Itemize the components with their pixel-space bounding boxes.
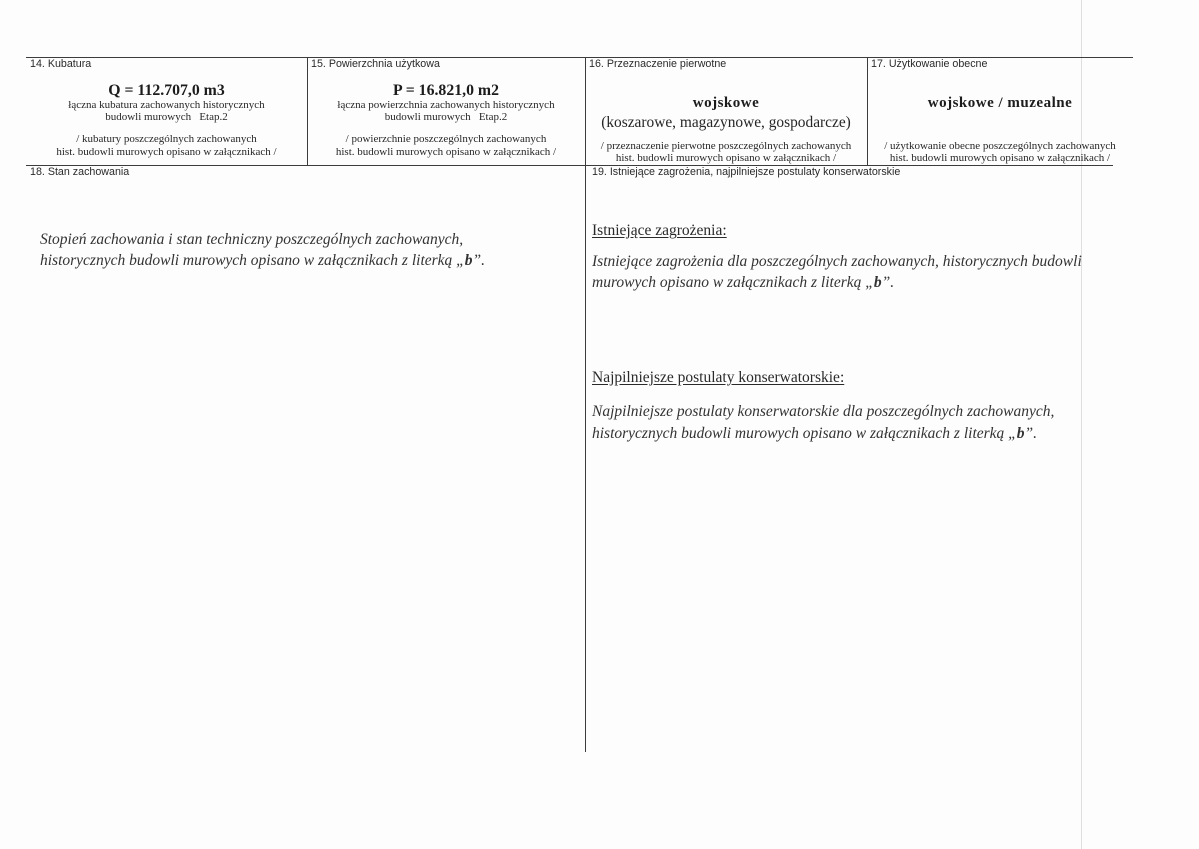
text-segment: murowych opisano w załącznikach z literką „ <box>592 274 874 291</box>
threats-description <box>592 251 1082 293</box>
condition-line <box>40 250 485 271</box>
field-note <box>585 140 867 164</box>
text-segment: ”. <box>1024 425 1038 442</box>
field-description-line: budowli murowych Etap.2 <box>384 111 508 123</box>
field-kubatura <box>26 57 307 165</box>
field-description-line: łączna powierzchnia zachowanych historycznych <box>337 99 555 111</box>
field-note-line: / użytkowanie obecne poszczególnych zachowanych <box>884 140 1116 152</box>
postulates-heading: Najpilniejsze postulaty konserwatorskie: <box>592 369 845 386</box>
threats-line <box>592 272 1082 293</box>
field-value <box>867 94 1133 113</box>
field-value-line: wojskowe <box>692 95 760 111</box>
field-description-line: łączna kubatura zachowanych historycznych <box>68 99 265 111</box>
field-description <box>307 99 585 123</box>
appendix-letter: b <box>1016 425 1025 442</box>
condition-description <box>40 229 485 271</box>
field-description-line: budowli murowych Etap.2 <box>105 111 228 123</box>
threats-line: Istniejące zagrożenia dla poszczególnych zachowanych, historycznych budowli <box>592 253 1082 270</box>
field-label: 14. Kubatura <box>30 58 92 70</box>
threats-heading: Istniejące zagrożenia: <box>592 222 727 239</box>
text-segment: ”. <box>881 274 895 291</box>
field-note-line: / przeznaczenie pierwotne poszczególnych zachowanych <box>600 140 852 152</box>
field-value: P = 16.821,0 m2 <box>393 82 499 99</box>
field-note-line: / powierzchnie poszczególnych zachowanych <box>345 133 547 145</box>
section-label-threats: 19. Istniejące zagrożenia, najpilniejsze postulaty konserwatorskie <box>592 166 901 178</box>
field-label: 16. Przeznaczenie pierwotne <box>589 58 727 70</box>
field-note-line: hist. budowli murowych opisano w załącznikach / <box>335 145 557 158</box>
appendix-letter: b <box>464 252 473 269</box>
field-note <box>307 133 585 158</box>
appendix-letter: b <box>873 274 882 291</box>
field-value: Q = 112.707,0 m3 <box>108 82 225 99</box>
field-value-line: (koszarowe, magazynowe, gospodarcze) <box>601 114 851 131</box>
field-note <box>867 140 1133 164</box>
text-segment: historycznych budowli murowych opisano w załącznikach z literką „ <box>592 425 1017 442</box>
condition-line: Stopień zachowania i stan techniczny poszczególnych zachowanych, <box>40 231 464 248</box>
postulates-line <box>592 423 1054 445</box>
section-label-condition: 18. Stan zachowania <box>30 166 130 178</box>
field-value-line: wojskowe / muzealne <box>927 95 1073 111</box>
field-label: 17. Użytkowanie obecne <box>871 58 988 70</box>
field-usable-area <box>307 57 585 165</box>
field-note-line: / kubatury poszczególnych zachowanych <box>76 133 257 145</box>
postulates-line: Najpilniejsze postulaty konserwatorskie dla poszczególnych zachowanych, <box>592 403 1055 420</box>
field-description <box>26 99 307 123</box>
field-label: 15. Powierzchnia użytkowa <box>311 58 440 70</box>
field-value <box>585 94 867 132</box>
table-row-divider <box>26 165 1113 166</box>
postulates-description <box>592 401 1054 445</box>
field-note-line: hist. budowli murowych opisano w załącznikach / <box>889 152 1111 164</box>
field-note-line: hist. budowli murowych opisano w załącznikach / <box>56 145 277 158</box>
field-original-purpose <box>585 57 867 165</box>
field-note-line: hist. budowli murowych opisano w załącznikach / <box>615 152 837 164</box>
field-note <box>26 133 307 158</box>
text-segment: historycznych budowli murowych opisano w załącznikach z literką „ <box>40 252 465 269</box>
text-segment: ”. <box>472 252 486 269</box>
field-current-use <box>867 57 1133 165</box>
